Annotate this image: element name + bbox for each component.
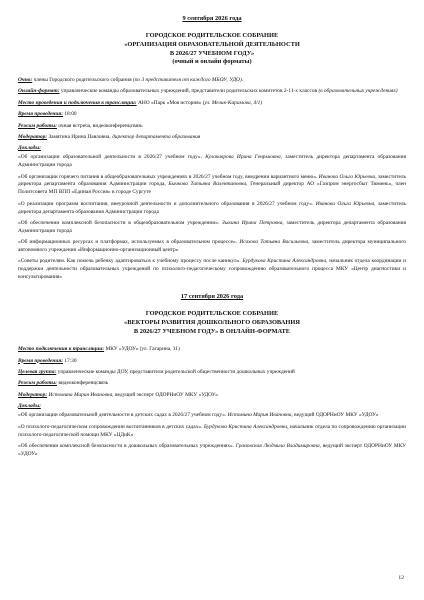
- ochno-text: члены Городского родительского собрания: [32, 76, 133, 83]
- report-speaker: Бурдукова Кристина Александровна,: [203, 423, 289, 430]
- audience-paragraph: [18, 369, 406, 377]
- time-paragraph: [18, 358, 406, 366]
- report-item: [18, 258, 406, 281]
- report-speaker: Кулакаврова Ирина Генрьковна,: [205, 154, 282, 161]
- report-title: «Советы родителям. Как помочь ребенку адаптироваться к учебному процессу после каникул».: [18, 258, 243, 265]
- place-text: АНО «Парк «Моя история»: [136, 99, 203, 106]
- report-role: начальник отдела по сопровождению организации психолого-педагогической помощи МКУ «ЦДиК»: [18, 423, 406, 438]
- report-role: заместитель директора департамента образования Администрации города: [18, 219, 406, 234]
- moderator-name: Замятина Ирина Павловна,: [47, 133, 111, 140]
- report-speaker: Грановская Людмила Владимировна,: [235, 442, 321, 449]
- report-item: [18, 443, 406, 459]
- place-label: Место проведения и подключения к трансляции:: [18, 99, 137, 106]
- report-speaker: Иванова Ольга Юрьевна,: [315, 200, 376, 207]
- moderator-paragraph: [18, 134, 406, 142]
- report-title: «Об организации образовательной деятельности в 2026/27 учебном году».: [18, 154, 206, 161]
- document-page: [18, 14, 406, 600]
- report-role: заместитель директора департамента образования Администрации города: [18, 154, 406, 169]
- report-role: Генеральный директор АО «Газпром энергосбыт Тюмень», член Политсовета МП ВПП «Единая Россия» в городе Сургуте: [18, 181, 406, 196]
- report-speaker: Зыкина Ирина Петровна,: [222, 219, 284, 226]
- section1-heading: [18, 32, 406, 67]
- section2-date: 17 сентября 2026 года: [180, 292, 244, 300]
- report-speaker: Бурдукова Кристина Александровна,: [242, 258, 328, 265]
- time-text: 18:00: [63, 111, 77, 118]
- page-number: 12: [398, 574, 404, 581]
- place-paragraph: [18, 100, 406, 108]
- place-paragraph: [18, 346, 406, 354]
- time-label: Время проведения:: [18, 111, 63, 118]
- report-speaker: Иванова Ольга Юрьевна,: [318, 173, 377, 180]
- section1-heading-line: «ОРГАНИЗАЦИЯ ОБРАЗОВАТЕЛЬНОЙ ДЕЯТЕЛЬНОСТИ: [124, 40, 300, 48]
- mode-label: Режим работы:: [18, 122, 57, 129]
- report-role: заместитель директора департамента образования Администрации города,: [18, 173, 406, 188]
- moderator-label: Модератор:: [18, 391, 48, 398]
- report-item: [18, 220, 406, 236]
- moderator-label: Модератор:: [18, 133, 48, 140]
- report-item: [18, 201, 406, 217]
- reports-label-paragraph: [18, 145, 406, 153]
- report-item: [18, 424, 406, 440]
- report-title: «Об информационных ресурсах и платформах, используемых в образовательном процессе».: [18, 239, 240, 246]
- report-item: [18, 412, 406, 420]
- ochno-label: Очно:: [18, 76, 33, 83]
- ochno-paragraph: [18, 77, 406, 85]
- mode-text: очная встреча, видеоконференцсвязь: [56, 122, 143, 129]
- time-paragraph: [18, 111, 406, 119]
- report-item: [18, 239, 406, 255]
- mode-paragraph: [18, 380, 406, 388]
- reports-label: Доклады:: [18, 403, 41, 410]
- report-title: «Об организации горячего питания в общеобразовательных учреждениях в 2026/27 учебном году, внедрении вариантного меню».: [18, 173, 319, 180]
- report-role: ведущий эксперт ОДОРНиОУ МКУ «УДОУ»: [18, 442, 406, 457]
- report-title: «О психолого-педагогическом сопровождении воспитанников в детских садах».: [18, 423, 204, 430]
- report-role: начальник отдела координации и поддержки деятельности образовательных учреждений по психолого-педагогическому сопровождению образовательного процесса МКУ «Центр диагностики и консультирования»: [18, 258, 406, 281]
- mode-label: Режим работы:: [18, 380, 57, 387]
- report-title: «Об обеспечении комплексной безопасности в дошкольных образовательных учреждениях».: [18, 442, 236, 449]
- reports-label-paragraph: [18, 403, 406, 411]
- report-role: заместитель директора департамента образования Администрации города: [18, 200, 406, 215]
- place-label: Место подключения к трансляции:: [18, 346, 105, 353]
- ochno-note: (по 3 представителя от каждого МБОУ, УДО).: [132, 76, 244, 83]
- section2-heading-line: В 2026/27 УЧЕБНОМ ГОДУ» В ОНЛАЙН-ФОРМАТЕ: [133, 327, 291, 335]
- report-speaker: Истомина Мария Ивановна,: [227, 412, 293, 419]
- reports-label: Доклады:: [18, 145, 41, 152]
- report-title: «Об организации образовательной деятельности в детских садах в 2026/27 учебном году».: [18, 412, 228, 419]
- report-item: [18, 154, 406, 170]
- online-paragraph: [18, 88, 406, 96]
- audience-text: управленческие команды ДОУ, представители родительской общественности дошкольных учреждений: [56, 369, 295, 375]
- section1-heading-line: В 2026/27 УЧЕБНОМ ГОДУ»: [169, 49, 255, 57]
- section1-date: 9 сентября 2026 года: [182, 15, 242, 22]
- report-title: «Об обеспечении комплексной безопасности в общеобразовательном учреждении».: [18, 219, 223, 226]
- online-note: (в образовательных учреждениях): [318, 88, 398, 95]
- online-text: управленческие команды образовательных учреждений, представители родительских комитетов 2-11-х классов: [59, 88, 319, 95]
- mode-paragraph: [18, 123, 406, 131]
- time-label: Время проведения:: [18, 357, 63, 364]
- moderator-paragraph: [18, 392, 406, 400]
- online-label: Онлайн-формат:: [18, 88, 60, 95]
- moderator-role: ведущий эксперт ОДОРНиОУ МКУ «УДОУ»: [113, 391, 218, 398]
- place-note: (ул. Мелик-Карамова, 4/1): [202, 99, 263, 106]
- report-speaker: Бычкова Татьяна Валентиновна,: [168, 181, 248, 188]
- report-title: «О реализации программ воспитания, внеурочной деятельности и дополнительного образования в 2026/27 учебном году».: [18, 200, 316, 207]
- moderator-role: директор департамента образования: [110, 133, 201, 140]
- place-text: МКУ «УДОУ» (ул. Гагарина, 11): [104, 346, 180, 353]
- section2-heading: [18, 310, 406, 336]
- section2-heading-line: «ВЕКТОРЫ РАЗВИТИЯ ДОШКОЛЬНОГО ОБРАЗОВАНИЯ: [124, 318, 300, 326]
- section2-heading-line: ГОРОДСКОЕ РОДИТЕЛЬСКОЕ СОБРАНИЕ: [145, 310, 279, 318]
- report-item: [18, 174, 406, 197]
- moderator-name: Истомина Мария Ивановна,: [47, 391, 114, 398]
- section1-heading-line: (очный и онлайн форматы): [172, 58, 252, 66]
- report-role: ведущий ОДОРНиОУ МКУ «УДОУ»: [292, 412, 379, 419]
- time-text: 17:30: [63, 357, 77, 364]
- report-speaker: Исахова Татьяна Васильевна,: [239, 239, 310, 246]
- report-role: заместитель директора муниципального автономного учреждения «Информационно-организационный центр»: [18, 239, 406, 254]
- section1-heading-line: ГОРОДСКОЕ РОДИТЕЛЬСКОЕ СОБРАНИЕ: [145, 32, 279, 40]
- mode-text: видеоконференцсвязь: [56, 380, 109, 387]
- audience-label: Целевая группа:: [18, 369, 57, 375]
